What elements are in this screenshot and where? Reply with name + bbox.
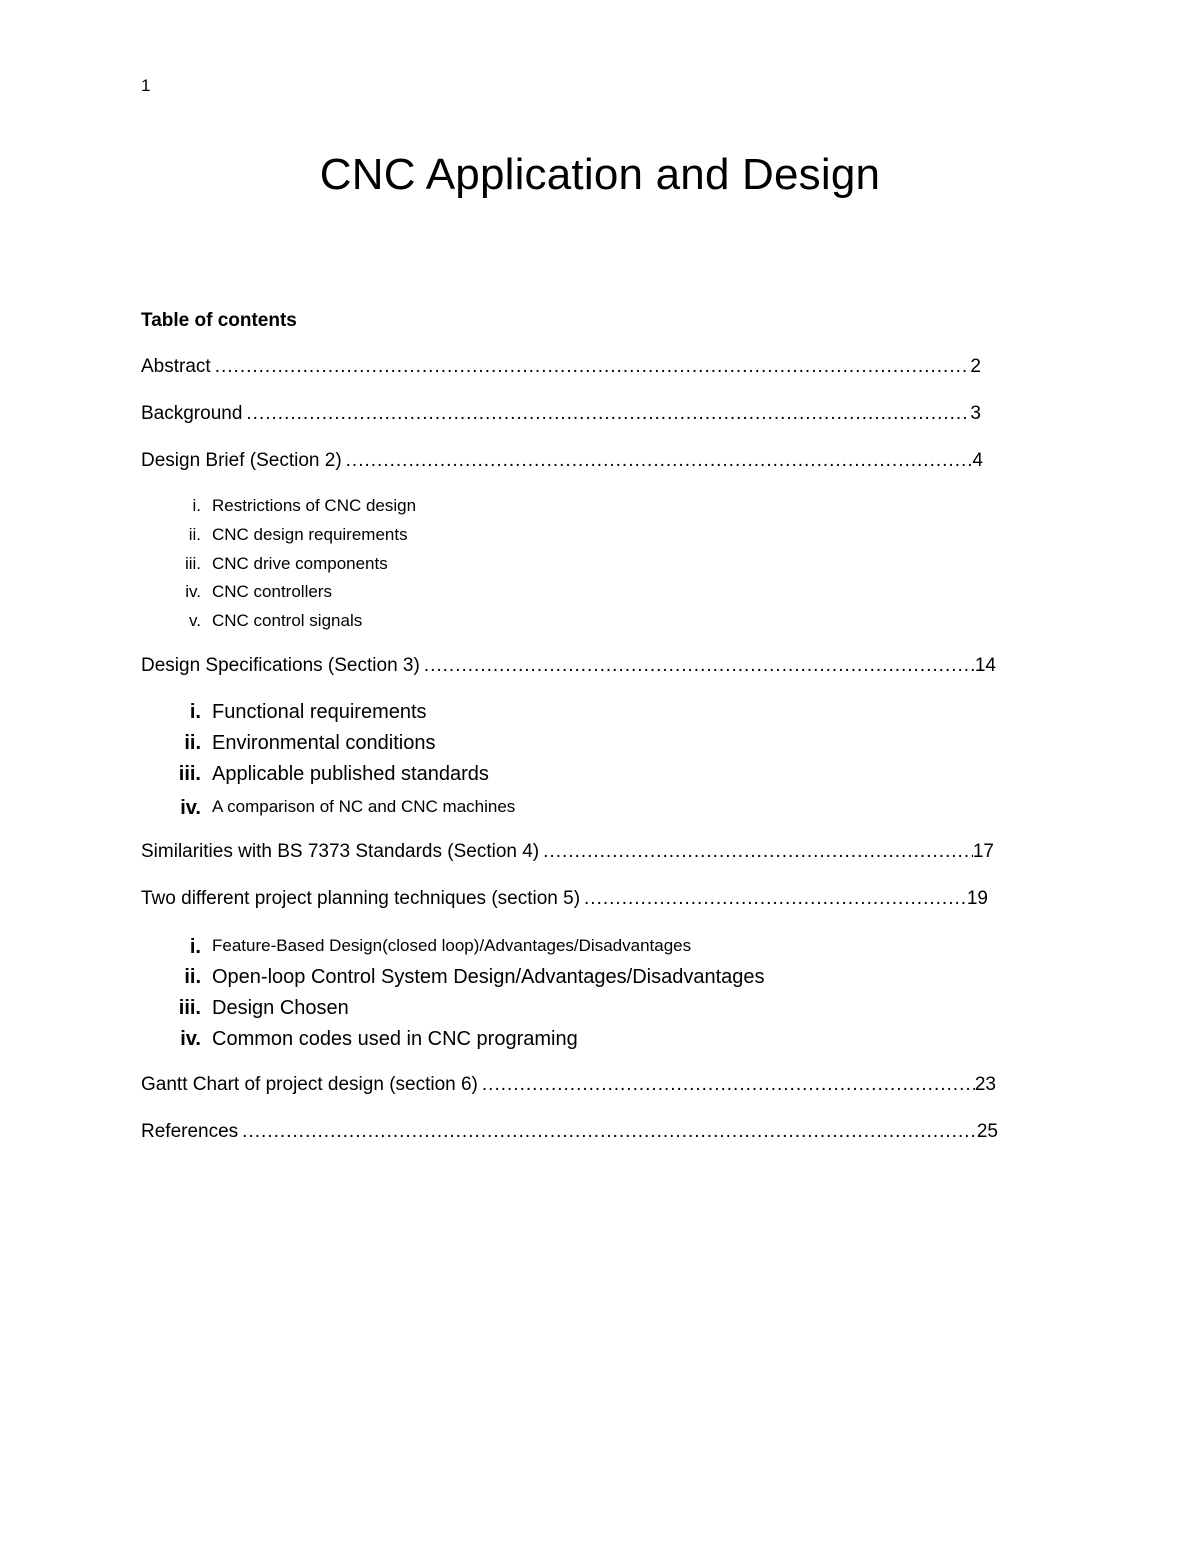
dot-leader: [482, 1074, 975, 1096]
roman-numeral: iii.: [178, 997, 201, 1019]
roman-numeral: i.: [192, 496, 201, 515]
roman-numeral: iv.: [180, 797, 201, 819]
toc-page-number: 14: [974, 655, 996, 676]
subitem-text: Applicable published standards: [212, 763, 489, 785]
roman-numeral: v.: [189, 611, 201, 630]
subitem-text: Functional requirements: [212, 701, 427, 723]
toc-entry-background[interactable]: [141, 403, 981, 425]
toc-entry-label: References: [141, 1121, 239, 1142]
subitem-text: Open-loop Control System Design/Advantages/Disadvantages: [212, 966, 765, 988]
toc-entry-design-specifications[interactable]: [141, 655, 996, 677]
toc-entry-label: Gantt Chart of project design (section 6): [141, 1074, 478, 1095]
subitem-text: A comparison of NC and CNC machines: [212, 797, 516, 816]
toc-entry-label: Design Brief (Section 2): [141, 450, 342, 471]
dot-leader: [246, 403, 970, 425]
dot-leader: [215, 356, 971, 378]
roman-numeral: iv.: [185, 582, 201, 601]
toc-entry-label: Abstract: [141, 356, 211, 377]
dot-leader: [543, 841, 973, 863]
dot-leader: [584, 888, 967, 910]
dot-leader: [242, 1121, 977, 1143]
subitem-text: Environmental conditions: [212, 732, 436, 754]
roman-numeral: ii.: [184, 966, 201, 988]
toc-entry-abstract[interactable]: [141, 356, 981, 378]
toc-page-number: 25: [976, 1121, 998, 1142]
toc-entry-gantt-chart[interactable]: [141, 1074, 996, 1096]
toc-page-number: 3: [970, 403, 981, 424]
subitem-text: Design Chosen: [212, 997, 349, 1019]
roman-numeral: iv.: [180, 1028, 201, 1050]
toc-entry-similarities[interactable]: [141, 841, 994, 863]
subitem-text: CNC control signals: [212, 611, 363, 630]
toc-entry-label: Background: [141, 403, 243, 424]
subitem-text: Restrictions of CNC design: [212, 496, 417, 515]
roman-numeral: iii.: [178, 763, 201, 785]
toc-page-number: 23: [974, 1074, 996, 1095]
toc-entry-label: Similarities with BS 7373 Standards (Section 4): [141, 841, 540, 862]
roman-numeral: ii.: [188, 525, 201, 544]
toc-entry-label: Design Specifications (Section 3): [141, 655, 420, 676]
subitem-text: Common codes used in CNC programing: [212, 1028, 578, 1050]
toc-entry-design-brief[interactable]: [141, 450, 983, 472]
toc-entry-planning-techniques[interactable]: [141, 888, 988, 910]
subitem-text: CNC design requirements: [212, 525, 408, 544]
page-number: 1: [141, 76, 151, 95]
toc-page-number: 17: [972, 841, 994, 862]
subitem-text: CNC drive components: [212, 554, 388, 573]
roman-numeral: ii.: [184, 732, 201, 754]
toc-page-number: 19: [966, 888, 988, 909]
toc-entry-label: Two different project planning techniques (section 5): [141, 888, 581, 909]
toc-page-number: 2: [970, 356, 981, 377]
dot-leader: [424, 655, 975, 677]
roman-numeral: i.: [189, 936, 201, 958]
toc-heading: Table of contents: [141, 310, 297, 331]
subitem-text: CNC controllers: [212, 582, 332, 601]
toc-entry-references[interactable]: [141, 1121, 998, 1143]
roman-numeral: iii.: [184, 554, 201, 573]
toc-page-number: 4: [972, 450, 983, 471]
dot-leader: [346, 450, 973, 472]
subitem-text: Feature-Based Design(closed loop)/Advantages/Disadvantages: [212, 936, 692, 955]
document-title: CNC Application and Design: [319, 150, 881, 199]
roman-numeral: i.: [189, 701, 201, 723]
